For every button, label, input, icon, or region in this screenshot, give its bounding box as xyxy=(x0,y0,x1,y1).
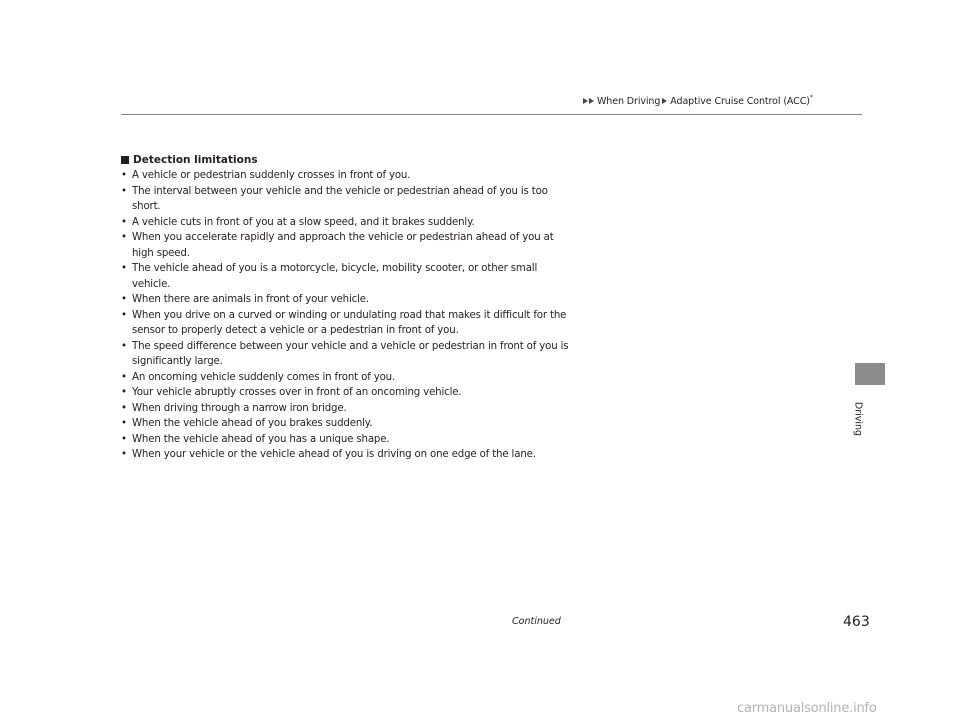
bullet-dot-icon: • xyxy=(121,294,127,305)
list-item xyxy=(121,230,571,261)
watermark: carmanualsonline.info xyxy=(737,701,877,716)
section-heading xyxy=(121,153,571,168)
list-item xyxy=(121,370,571,386)
bullet-dot-icon: • xyxy=(121,216,127,228)
list-item-text: When you accelerate rapidly and approach the vehicle or pedestrian ahead of you at high speed. xyxy=(132,232,554,259)
list-item xyxy=(121,261,571,292)
bullet-dot-icon: • xyxy=(121,449,127,460)
chapter-label-text: Driving xyxy=(852,401,864,437)
list-item xyxy=(121,339,571,370)
list-item xyxy=(121,292,571,308)
heading-square-icon xyxy=(121,156,129,164)
list-item-text: The speed difference between your vehicle and a vehicle or pedestrian in front of you is significantly large. xyxy=(132,340,569,367)
list-item xyxy=(121,432,571,448)
list-item-text: A vehicle or pedestrian suddenly crosses in front of you. xyxy=(132,170,411,181)
main-content xyxy=(121,153,571,463)
list-item-text: When the vehicle ahead of you brakes suddenly. xyxy=(132,418,373,429)
page-number: 463 xyxy=(843,614,870,630)
breadcrumb xyxy=(583,94,813,107)
list-item xyxy=(121,416,571,432)
list-item xyxy=(121,215,571,231)
bullet-dot-icon: • xyxy=(121,433,127,445)
header-divider xyxy=(121,114,862,115)
chapter-tab xyxy=(855,363,885,385)
bullet-dot-icon: • xyxy=(121,263,127,274)
bullet-dot-icon: • xyxy=(121,402,127,414)
list-item-text: An oncoming vehicle suddenly comes in front of you. xyxy=(132,371,396,383)
breadcrumb-item-acc: Adaptive Cruise Control (ACC) xyxy=(670,96,810,107)
list-item-text: The interval between your vehicle and the vehicle or pedestrian ahead of you is too short. xyxy=(132,185,548,212)
breadcrumb-arrow-icon xyxy=(662,96,668,107)
bullet-dot-icon: • xyxy=(121,232,127,243)
continued-label: Continued xyxy=(512,616,561,627)
list-item xyxy=(121,168,571,184)
list-item-text: When your vehicle or the vehicle ahead of you is driving on one edge of the lane. xyxy=(132,449,536,460)
bullet-dot-icon: • xyxy=(121,170,127,181)
list-item xyxy=(121,447,571,463)
bullet-dot-icon: • xyxy=(121,340,127,352)
list-item xyxy=(121,385,571,401)
bullet-dot-icon: • xyxy=(121,387,127,398)
optional-feature-marker: * xyxy=(809,94,813,101)
list-item-text: When driving through a narrow iron bridge. xyxy=(132,402,347,414)
list-item-text: When there are animals in front of your vehicle. xyxy=(132,294,369,305)
list-item-text: A vehicle cuts in front of you at a slow speed, and it brakes suddenly. xyxy=(132,216,475,228)
list-item xyxy=(121,184,571,215)
chapter-label xyxy=(848,399,868,439)
list-item-text: Your vehicle abruptly crosses over in front of an oncoming vehicle. xyxy=(132,387,462,398)
list-item xyxy=(121,401,571,417)
breadcrumb-arrow-icon xyxy=(583,96,595,107)
list-item-text: When you drive on a curved or winding or undulating road that makes it difficult for the sensor to properly detect a vehicle or a pedestrian in front of you. xyxy=(132,309,567,336)
breadcrumb-item-when-driving: When Driving xyxy=(597,96,661,107)
bullet-dot-icon: • xyxy=(121,185,127,197)
list-item xyxy=(121,308,571,339)
bullet-dot-icon: • xyxy=(121,309,127,321)
list-item-text: The vehicle ahead of you is a motorcycle, bicycle, mobility scooter, or other small vehicle. xyxy=(132,263,538,290)
bullet-dot-icon: • xyxy=(121,418,127,429)
bullet-dot-icon: • xyxy=(121,371,127,383)
list-item-text: When the vehicle ahead of you has a unique shape. xyxy=(132,433,390,445)
section-heading-text: Detection limitations xyxy=(133,154,258,166)
detection-limitations-list xyxy=(121,168,571,463)
